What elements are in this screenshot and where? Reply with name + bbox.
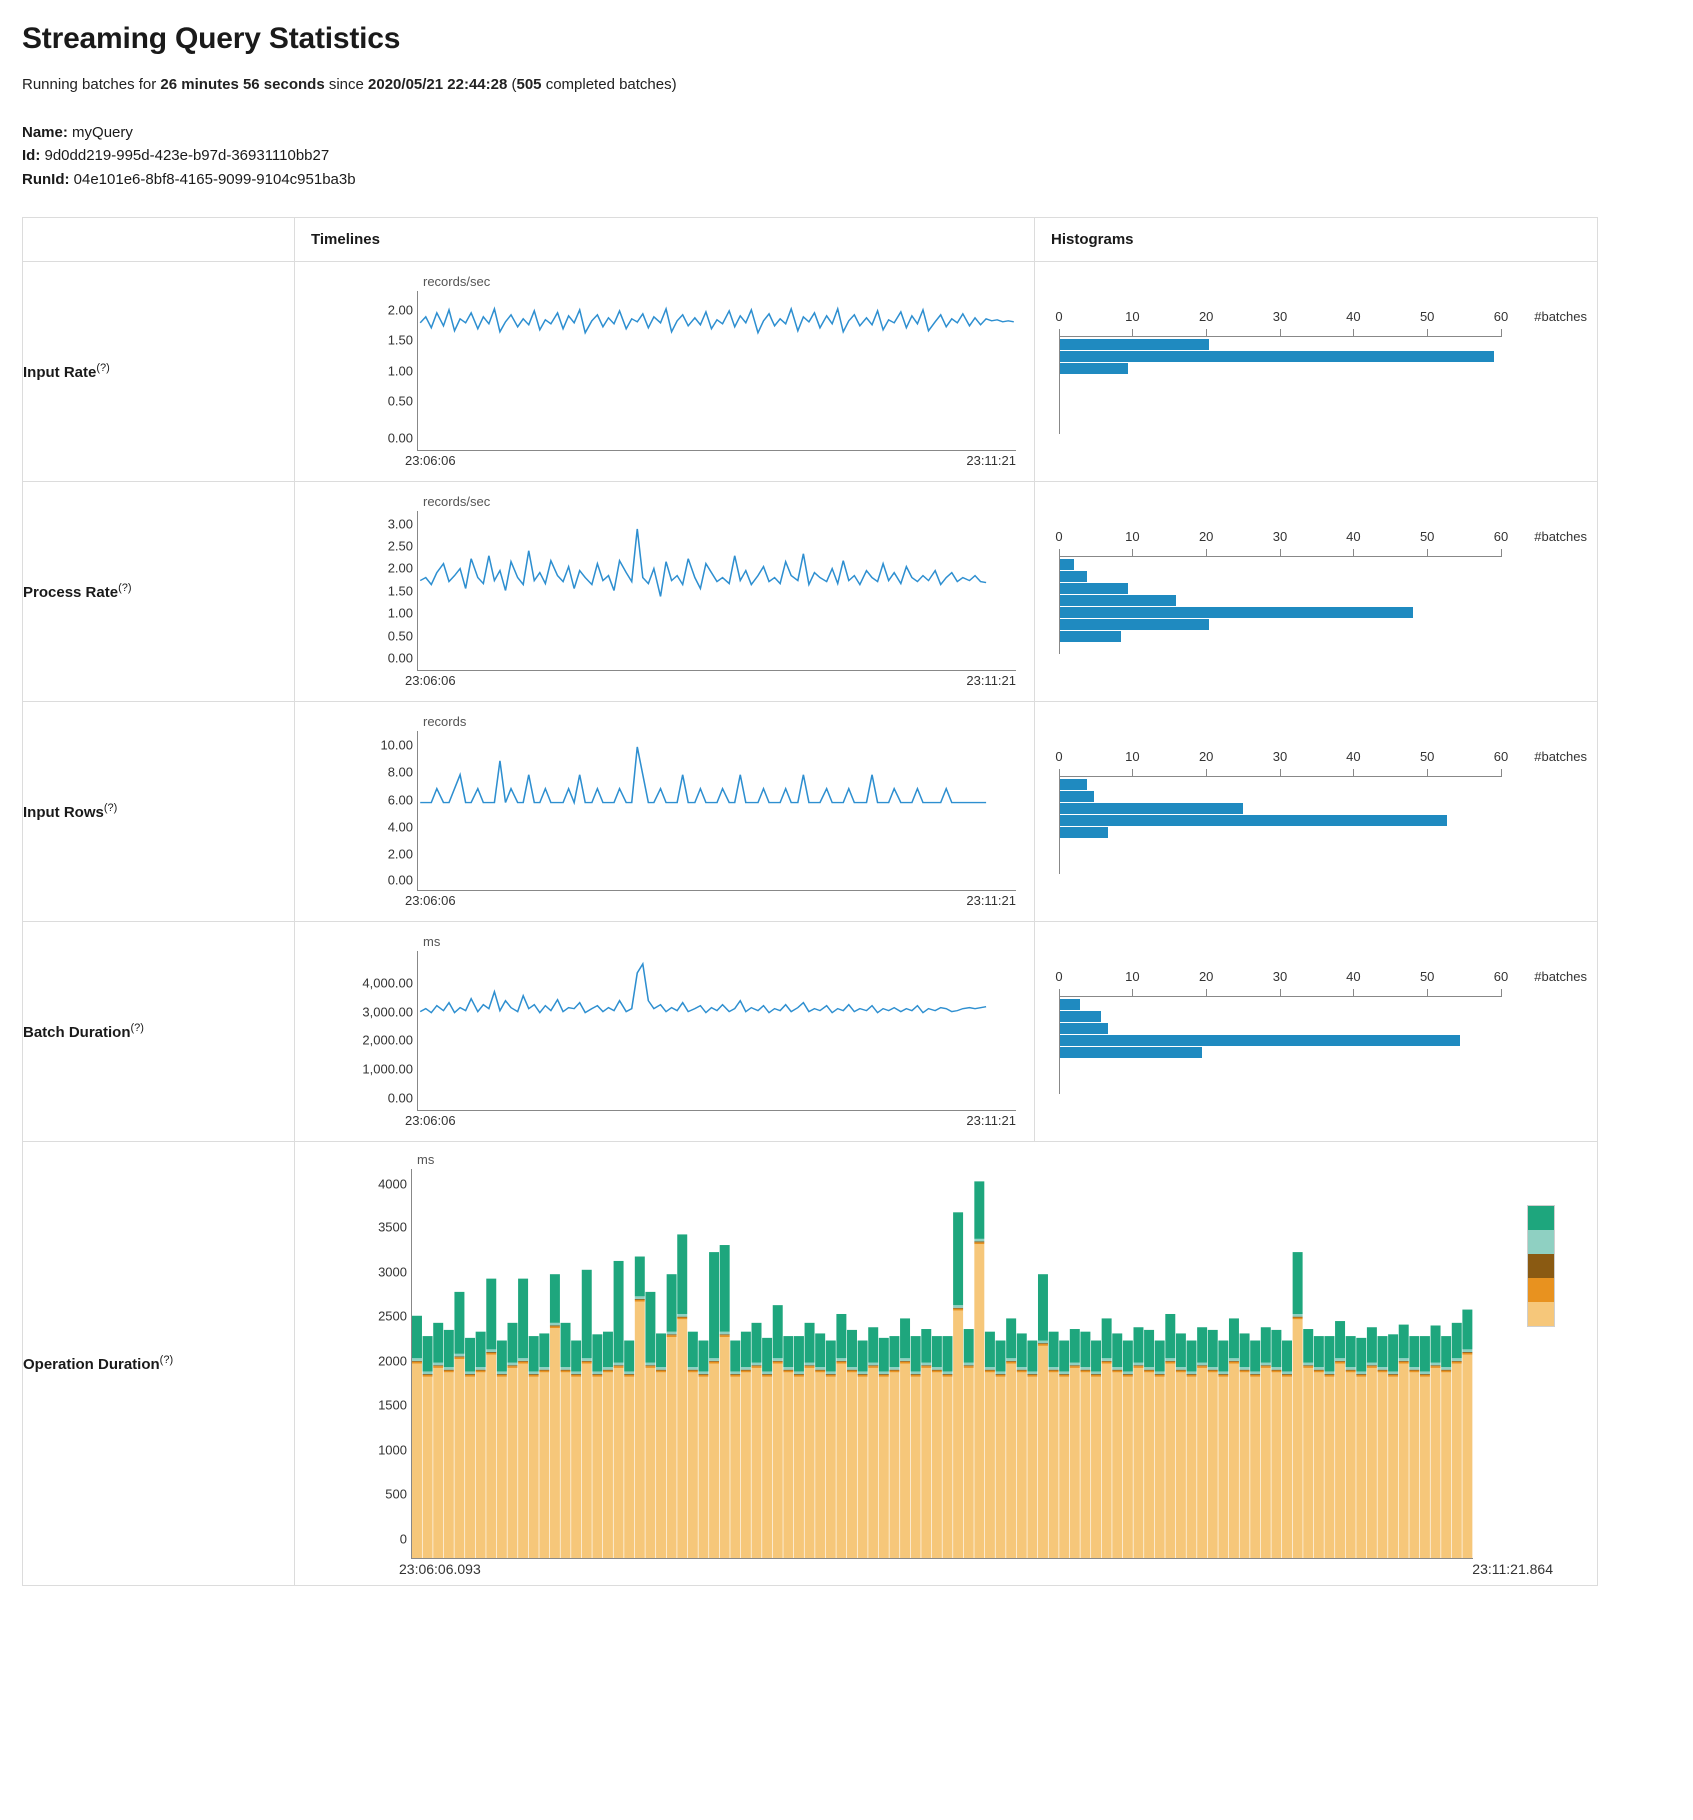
y-tick: 8.00 bbox=[387, 764, 413, 780]
input-rate-histogram bbox=[1035, 297, 1597, 445]
x-axis bbox=[405, 671, 1016, 691]
hist-tick-labels bbox=[1055, 749, 1509, 767]
row-label-input-rate bbox=[23, 261, 295, 481]
y-tick: 3000 bbox=[378, 1264, 407, 1280]
hist-tick: 20 bbox=[1198, 969, 1214, 985]
y-tick: 1500 bbox=[378, 1397, 407, 1413]
running-prefix: Running batches for bbox=[22, 76, 161, 93]
row-label-text: Batch Duration bbox=[23, 1023, 131, 1041]
plot-area bbox=[411, 1169, 1473, 1559]
y-tick: 0 bbox=[399, 1531, 407, 1547]
batches-suffix: completed batches) bbox=[541, 76, 677, 93]
input-rate-timeline-cell bbox=[295, 261, 1035, 481]
hist-tick: 0 bbox=[1055, 749, 1063, 765]
batch-duration-timeline bbox=[295, 922, 1034, 1141]
hist-bar bbox=[1060, 803, 1243, 814]
hist-tick: 30 bbox=[1272, 309, 1288, 325]
table-row bbox=[23, 921, 1598, 1141]
hist-tick: 40 bbox=[1346, 309, 1361, 325]
hist-bar bbox=[1060, 339, 1209, 350]
hist-bar bbox=[1060, 999, 1080, 1010]
hist-tick: 30 bbox=[1272, 969, 1288, 985]
hist-bar bbox=[1060, 827, 1108, 838]
y-tick: 0.00 bbox=[387, 872, 413, 888]
operation-duration-chart bbox=[295, 1142, 1597, 1585]
hist-tick: 40 bbox=[1346, 969, 1361, 985]
input-rows-timeline bbox=[295, 702, 1034, 921]
since-timestamp: 2020/05/21 22:44:28 bbox=[368, 76, 508, 93]
process-rate-histogram-cell bbox=[1035, 481, 1598, 701]
running-duration: 26 minutes 56 seconds bbox=[160, 76, 325, 93]
operation-duration-cell bbox=[295, 1141, 1598, 1585]
hist-bar bbox=[1060, 791, 1094, 802]
hist-tick: 40 bbox=[1346, 749, 1361, 765]
row-label-text: Input Rate bbox=[23, 363, 97, 381]
y-tick: 4000 bbox=[378, 1176, 407, 1192]
legend-swatch-addbatch bbox=[1528, 1302, 1554, 1326]
hist-tick: 30 bbox=[1272, 749, 1288, 765]
y-tick: 10.00 bbox=[380, 737, 413, 753]
table-row bbox=[23, 481, 1598, 701]
y-tick: 3.00 bbox=[387, 516, 413, 532]
query-id-value: 9d0dd219-995d-423e-b97d-36931110bb27 bbox=[44, 147, 330, 165]
x-start-label: 23:06:06 bbox=[405, 672, 456, 688]
query-metadata bbox=[22, 121, 1671, 191]
hist-bar bbox=[1060, 363, 1128, 374]
y-tick: 2500 bbox=[378, 1308, 407, 1324]
hist-axis bbox=[1059, 329, 1501, 337]
hist-tick: 10 bbox=[1125, 749, 1140, 765]
y-unit-label: ms bbox=[423, 933, 441, 949]
query-runid-row bbox=[22, 168, 1671, 191]
x-end-label: 23:11:21 bbox=[966, 452, 1016, 468]
y-tick: 2.50 bbox=[387, 538, 413, 554]
batches-open-paren: ( bbox=[507, 76, 517, 93]
y-tick: 0.00 bbox=[387, 1090, 413, 1106]
y-tick: 4,000.00 bbox=[362, 975, 413, 991]
y-tick: 0.50 bbox=[387, 628, 413, 644]
header-histograms: Histograms bbox=[1035, 217, 1598, 261]
hist-bars bbox=[1059, 777, 1501, 874]
hist-axis bbox=[1059, 989, 1501, 997]
input-rows-histogram bbox=[1035, 737, 1597, 885]
plot-area bbox=[417, 951, 1016, 1111]
hist-bar bbox=[1060, 1011, 1101, 1022]
y-tick: 1.50 bbox=[387, 583, 413, 599]
x-axis bbox=[405, 451, 1016, 471]
y-tick: 6.00 bbox=[387, 792, 413, 808]
hist-tick: 0 bbox=[1055, 969, 1063, 985]
x-start-label: 23:06:06.093 bbox=[399, 1560, 481, 1577]
y-tick: 3,000.00 bbox=[362, 1004, 413, 1020]
x-axis bbox=[405, 1111, 1016, 1131]
y-tick: 2.00 bbox=[387, 846, 413, 862]
legend bbox=[1527, 1205, 1555, 1327]
hist-bars bbox=[1059, 557, 1501, 654]
row-label-process-rate bbox=[23, 481, 295, 701]
hist-tick: 20 bbox=[1198, 529, 1214, 545]
y-unit-label: records/sec bbox=[423, 273, 491, 289]
y-axis-labels bbox=[305, 731, 413, 891]
legend-swatch-getbatch bbox=[1528, 1278, 1554, 1302]
table-header-row bbox=[23, 217, 1598, 261]
hist-tick: 20 bbox=[1198, 309, 1214, 325]
y-tick: 2000 bbox=[378, 1353, 407, 1369]
y-axis-labels bbox=[305, 291, 413, 451]
process-rate-timeline-cell bbox=[295, 481, 1035, 701]
y-unit-label: ms bbox=[417, 1151, 435, 1167]
hist-bar bbox=[1060, 815, 1447, 826]
query-id-key: Id: bbox=[22, 147, 41, 165]
batch-duration-histogram-cell bbox=[1035, 921, 1598, 1141]
hist-tick: 30 bbox=[1272, 529, 1288, 545]
legend-swatch-latestoffset bbox=[1528, 1254, 1554, 1278]
hist-bar bbox=[1060, 619, 1209, 630]
running-batches-summary bbox=[22, 76, 1671, 93]
row-label-batch-duration bbox=[23, 921, 295, 1141]
y-tick: 0.50 bbox=[387, 393, 413, 409]
help-icon[interactable]: (?) bbox=[118, 581, 132, 594]
query-name-row bbox=[22, 121, 1671, 144]
hist-tick: 50 bbox=[1419, 529, 1435, 545]
row-label-operation-duration bbox=[23, 1141, 295, 1585]
y-tick: 2.00 bbox=[387, 302, 413, 318]
y-axis-labels bbox=[305, 511, 413, 671]
completed-batches-count: 505 bbox=[516, 76, 542, 93]
row-label-text: Process Rate bbox=[23, 583, 119, 601]
x-end-label: 23:11:21 bbox=[966, 1112, 1016, 1128]
hist-tick: 50 bbox=[1419, 309, 1435, 325]
y-axis-labels bbox=[299, 1169, 407, 1559]
y-tick: 2.00 bbox=[387, 560, 413, 576]
query-name-value: myQuery bbox=[72, 124, 133, 141]
help-icon[interactable]: (?) bbox=[130, 1021, 144, 1034]
hist-tick-labels bbox=[1055, 309, 1509, 327]
y-unit-label: records bbox=[423, 713, 467, 729]
query-runid-value: 04e101e6-8bf8-4165-9099-9104c951ba3b bbox=[73, 170, 356, 188]
y-tick: 3500 bbox=[378, 1219, 407, 1235]
hist-tick-labels bbox=[1055, 969, 1509, 987]
x-axis bbox=[405, 891, 1016, 911]
hist-tick: 50 bbox=[1419, 969, 1435, 985]
hist-tick: 50 bbox=[1419, 749, 1435, 765]
hist-bar bbox=[1060, 779, 1087, 790]
hist-bar bbox=[1060, 1047, 1202, 1058]
y-tick: 0.00 bbox=[387, 430, 413, 446]
x-end-label: 23:11:21 bbox=[966, 892, 1016, 908]
plot-area bbox=[417, 291, 1016, 451]
hist-tick: 40 bbox=[1346, 529, 1361, 545]
hist-bar bbox=[1060, 631, 1121, 642]
hist-tick: 60 bbox=[1493, 309, 1509, 325]
page-title: Streaming Query Statistics bbox=[22, 22, 401, 55]
legend-swatch-walcommit bbox=[1528, 1206, 1554, 1230]
table-row bbox=[23, 1141, 1598, 1585]
y-tick: 1.50 bbox=[387, 332, 413, 348]
hist-tick: 60 bbox=[1493, 529, 1509, 545]
hist-tick: 0 bbox=[1055, 529, 1063, 545]
hist-tick: 10 bbox=[1125, 529, 1140, 545]
y-tick: 1,000.00 bbox=[362, 1061, 413, 1077]
header-timelines: Timelines bbox=[295, 217, 1035, 261]
hist-axis bbox=[1059, 769, 1501, 777]
row-label-text: Input Rows bbox=[23, 803, 104, 821]
y-tick: 4.00 bbox=[387, 819, 413, 835]
hist-bar bbox=[1060, 595, 1176, 606]
hist-bars bbox=[1059, 337, 1501, 434]
hist-bar bbox=[1060, 607, 1413, 618]
hist-bar bbox=[1060, 583, 1128, 594]
x-end-label: 23:11:21.864 bbox=[1472, 1560, 1553, 1577]
x-start-label: 23:06:06 bbox=[405, 1112, 456, 1128]
hist-axis-label: #batches bbox=[1534, 309, 1587, 325]
hist-tick: 10 bbox=[1125, 309, 1140, 325]
plot-area bbox=[417, 731, 1016, 891]
statistics-table bbox=[22, 217, 1598, 1586]
batch-duration-line bbox=[418, 951, 1016, 1110]
input-rate-timeline bbox=[295, 262, 1034, 481]
input-rows-timeline-cell bbox=[295, 701, 1035, 921]
x-start-label: 23:06:06 bbox=[405, 892, 456, 908]
y-axis-labels bbox=[305, 951, 413, 1111]
hist-axis-label: #batches bbox=[1534, 529, 1587, 545]
process-rate-histogram bbox=[1035, 517, 1597, 665]
hist-axis-label: #batches bbox=[1534, 749, 1587, 765]
process-rate-line bbox=[418, 511, 1016, 670]
y-tick: 1.00 bbox=[387, 363, 413, 379]
hist-bar bbox=[1060, 571, 1087, 582]
hist-axis bbox=[1059, 549, 1501, 557]
hist-tick: 20 bbox=[1198, 749, 1214, 765]
hist-bar bbox=[1060, 559, 1074, 570]
since-word: since bbox=[324, 76, 369, 93]
batch-duration-timeline-cell bbox=[295, 921, 1035, 1141]
table-row bbox=[23, 261, 1598, 481]
input-rate-histogram-cell bbox=[1035, 261, 1598, 481]
y-tick: 1000 bbox=[378, 1442, 407, 1458]
help-icon[interactable]: (?) bbox=[96, 361, 110, 374]
plot-area bbox=[417, 511, 1016, 671]
query-id-row bbox=[22, 144, 1671, 167]
y-tick: 1.00 bbox=[387, 605, 413, 621]
hist-bar bbox=[1060, 1023, 1108, 1034]
y-unit-label: records/sec bbox=[423, 493, 491, 509]
y-tick: 0.00 bbox=[387, 650, 413, 666]
batch-duration-histogram bbox=[1035, 957, 1597, 1105]
legend-swatch-queryplanning bbox=[1528, 1230, 1554, 1254]
y-tick: 2,000.00 bbox=[362, 1032, 413, 1048]
y-tick: 500 bbox=[385, 1486, 407, 1502]
hist-tick: 60 bbox=[1493, 969, 1509, 985]
hist-tick: 60 bbox=[1493, 749, 1509, 765]
operation-duration-stacked-bars bbox=[412, 1169, 1473, 1558]
input-rate-line bbox=[418, 291, 1016, 450]
x-end-label: 23:11:21 bbox=[966, 672, 1016, 688]
row-label-input-rows bbox=[23, 701, 295, 921]
table-row bbox=[23, 701, 1598, 921]
process-rate-timeline bbox=[295, 482, 1034, 701]
x-start-label: 23:06:06 bbox=[405, 452, 456, 468]
query-name-key: Name: bbox=[22, 124, 68, 141]
help-icon[interactable]: (?) bbox=[159, 1353, 174, 1366]
query-runid-key: RunId: bbox=[22, 170, 70, 188]
hist-bar bbox=[1060, 351, 1494, 362]
input-rows-histogram-cell bbox=[1035, 701, 1598, 921]
hist-tick-labels bbox=[1055, 529, 1509, 547]
row-label-text: Operation Duration bbox=[23, 1355, 160, 1373]
help-icon[interactable]: (?) bbox=[103, 801, 118, 814]
hist-tick: 10 bbox=[1125, 969, 1140, 985]
x-axis bbox=[399, 1559, 1553, 1581]
hist-tick: 0 bbox=[1055, 309, 1063, 325]
hist-bars bbox=[1059, 997, 1501, 1094]
header-blank bbox=[23, 217, 295, 261]
input-rows-line bbox=[418, 731, 1016, 890]
hist-axis-label: #batches bbox=[1534, 969, 1587, 985]
hist-bar bbox=[1060, 1035, 1460, 1046]
